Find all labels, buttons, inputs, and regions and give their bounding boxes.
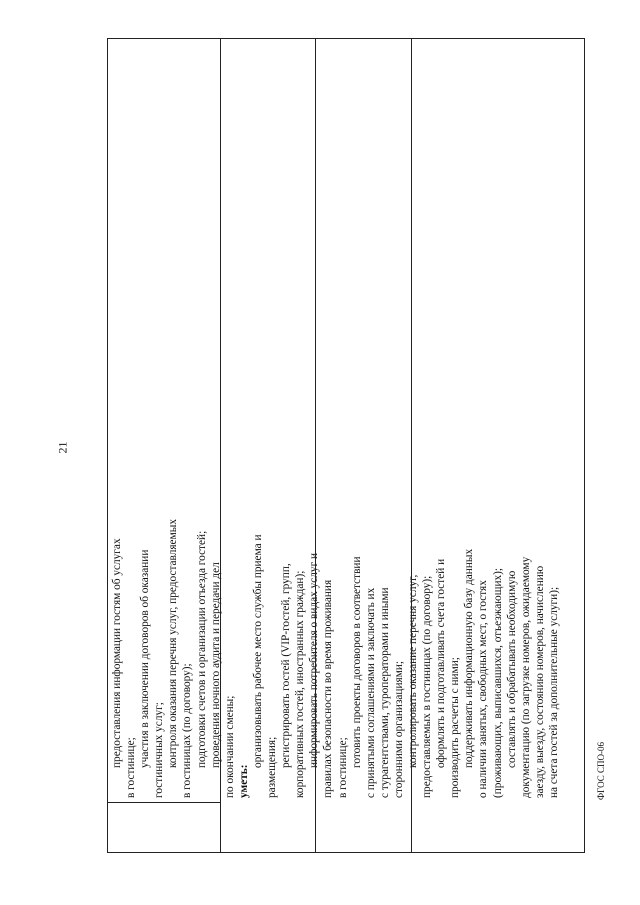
text-line: в гостиницах (по договору); [181,663,194,798]
text-line: о наличии занятых, свободных мест, о гостях [477,580,490,798]
text-line: гостиничных услуг; [153,702,166,798]
text-line: предоставляемых в гостиницах (по договору); [421,575,434,798]
footer-code: ФГОС СПО-06 [596,742,606,800]
table-row-empty [411,38,585,853]
table-row-skills [107,38,560,853]
text-line: (проживающих, выписавшихся, отъезжающих); [491,567,504,798]
text-line: подготовки счетов и организации отъезда гостей; [195,530,208,768]
text-line: с турагентствами, туроператорами и иными [378,587,391,798]
text-line: сторонними организациями; [392,660,405,798]
text-line: контролировать оказание перечня услуг, [406,574,419,768]
text-line: организовывать рабочее место службы приема и [251,534,264,768]
competency-table [107,38,585,853]
text-line: в гостинице; [336,737,349,798]
text-line: регистрировать гостей (VIP-гостей, групп, [280,563,293,768]
text-line: готовить проекты договоров в соответствии [350,556,363,768]
text-line: заезду, выезду, состоянию номеров, начислению [533,565,546,798]
text-line: проведения ночного аудита и передачи дел [209,562,222,768]
text-line: по окончании смены; [223,695,236,798]
page-number: 21 [55,441,70,454]
text-line: информировать потребителя о видах услуг и [308,552,321,768]
text-line: корпоративных гостей, иностранных граждан); [294,570,307,798]
text-line: уметь: [237,764,250,798]
text-line: производить расчеты с ними; [449,657,462,798]
text-line: на счета гостей за дополнительные услуги); [547,586,560,798]
table-row-empty [315,38,411,853]
table-cell-index [108,802,220,852]
text-line: документацию (по загрузке номеров, ожидаемому [519,556,532,798]
text-line: поддерживать информационную базу данных [463,548,476,768]
text-line: правилах безопасности во время проживания [322,579,335,798]
text-line: с принятыми соглашениями и заключать их [364,587,377,798]
text-line: оформлять и подготавливать счета гостей и [435,558,448,768]
table-cell-content [108,37,560,802]
text-line: в гостинице; [125,737,138,798]
text-line: размещения; [266,736,279,798]
text-line: участия в заключении договоров об оказании [139,549,152,768]
table-row-empty [220,38,315,853]
text-line: предоставления информации гостям об услугах [111,538,123,768]
text-line: составлять и обрабатывать необходимую [505,570,518,768]
text-line: контроля оказания перечня услуг, предоставляемых [167,519,180,768]
